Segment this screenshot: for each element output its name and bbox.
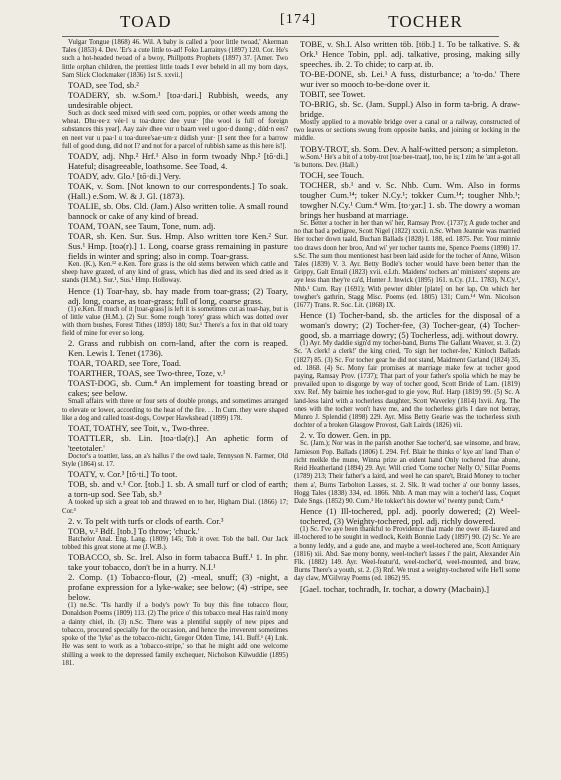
entry-paragraph: TOADERY, sb. w.Som.¹ [toə·dəri.] Rubbish, weeds, any undesirable object. <box>68 90 288 111</box>
entry-paragraph: TOBACCO, sb. Sc. Irel. Also in form tabacca Buff.¹ 1. In phr. take your tobacco, don't be in a hurry. N.I.¹ <box>68 552 288 573</box>
entry-paragraph: TOBY-TROT, sb. Som. Dev. A half-witted person; a simpleton. <box>300 143 519 154</box>
page-number: [174] <box>280 12 317 27</box>
citation-paragraph: Such as dock seed mixed with seed corn, poppies, or other weeds among the wheat. Dhu·ee·z vée·l u toa·durec dee yuur· [the wool is full of foreign substances this year]. Aay zaiv dhee vur u baarn veel u goo·d duong·, dúd·n ees? en neet vur u paa·l u toa·duree'sae·um·z dúdish yuur· [I sent thee for a barrow full of good dung, did not I? and not for a parcel of rubbish same as this here is!]. <box>62 110 288 150</box>
entry-paragraph: TOAT, TOATHY, see Toit, v., Two-three. <box>68 423 210 434</box>
running-header <box>62 12 499 36</box>
entry-paragraph: TO-BE-DONE, sb. Lei.¹ A fuss, disturbance; a 'to-do.' There wur iver so mooch to-be-done over it. <box>300 69 520 89</box>
entry-paragraph: TOATY, v. Cor.³ [tō·ti.] To toot. <box>68 469 178 480</box>
header-left-headword: TOAD <box>120 12 172 31</box>
entry-paragraph: TOARTHER, TOAS, see Two-three, Toze, v.¹ <box>68 368 226 379</box>
citation-paragraph: (1) ne.Sc. 'Tis hardly if a body's pow'r To buy this fine tobacco flour, Donaldson Poems (1809) 113. (2) The price o' this tobacco meal Has rain'd mony a dainty chiel, ib. (3) n.Sc. There was a plentiful supply of new pipes and tobacco, procured specially for the occasion, and hence the irreverent sometimes spoke of the 'lyke' as the tobacco-nicht, Gregor Olden Time, 141. Buff.¹ (4) Lnk. He was sent to work as a 'tobacco-stripe,' so that he might add one welcome shilling a week to the depressed family exchequer, Nicholson Kilwuddie (1895) 181. <box>62 602 288 667</box>
entry-paragraph: TOBE, v. Sh.I. Also written töb. [töb.] 1. To be talkative. S. & Ork.¹ Hence Tobin, ppl. adj. talkative, prosing, making silly speeches. ib. 2. To chide; to carp at. ib. <box>300 39 520 69</box>
header-rule <box>62 36 499 37</box>
citation-paragraph: Vulgar Tongue (1868) 46. Wil. A baby is called a 'poor little twoad,' Akerman Tales (1853) 4. Dev. 'Er's a cute little to-ad! Foko Larrainys (1897) 120. Cor. He's such a hot-headed twoad of a bwoy, Phillpotts Prophets (1897) 37. [Amer. Two little orphan children, the prettiest little toads I ever beheld in all my born days, Sam Slick Clockmaker (1836) 1st S. xxvii.] <box>62 39 288 79</box>
citation-paragraph: w.Som.¹ He's a bit of a toby-trot [toa·bee-traat], too, he is; I zim he 'ant a-got all 'is buttons. Dev. (Hall.) <box>294 153 520 169</box>
entry-paragraph: TOADY, adv. Glo.¹ [tō·di.] Very. <box>68 171 181 182</box>
entry-paragraph: TOADY, adj. Nhp.² Hrf.¹ Also in form twoady Nhp.² [tō·di.] Hateful; disagreeable, loathsome. See Toad, 4. <box>68 151 288 172</box>
left-column <box>62 39 288 668</box>
entry-paragraph: TOCH, see Touch. <box>300 170 365 181</box>
entry-paragraph: TOAR, TOARD, see Tore, Toad. <box>68 358 182 369</box>
entry-paragraph: TOAK, v. Som. [Not known to our correspondents.] To soak. (Hall.) e.Som. W. & J. Gl. (1873). <box>68 181 288 202</box>
entry-paragraph: TOAR, sb. Ken. Sur. Sus. Hmp. Also written tore Ken.² Sur. Sus.¹ Hmp. [toə(r).] 1. Long, coarse grass remaining in pasture fields in winter and spring; also in comp. Toar-grass. <box>68 231 288 262</box>
entry-paragraph: Hence (1) Tocher-band, sb. the articles for the disposal of a woman's dowry; (2) Tocher-fee, (3) Tocher-gear, (4) Tocher-good, sb. a marriage dowry; (5) Tocherless, adj. without dowry. <box>300 310 520 341</box>
entry-paragraph: TOAST-DOG, sb. Cum.⁴ An implement for toasting bread or cakes; see below. <box>68 378 288 399</box>
citation-paragraph: A tooked up sich a great tob and thrawed en to her, Higham Dial. (1866) 17; Cor.³ <box>62 499 288 515</box>
entry-paragraph: 2. v. To dower. Gen. in pp. <box>300 430 392 441</box>
citation-paragraph: Batchelor Anal. Eng. Lang. (1809) 145; Tob it over. Tob the ball. Our Jack tobbed this great stone at me (J.W.B.). <box>62 535 288 552</box>
entry-paragraph: TOATTLER, sb. Lin. [toə·tlə(r).] An aphetic form of 'teetotaler.' <box>68 433 288 454</box>
right-column <box>294 39 520 594</box>
citation-paragraph: Doctor's a toattler, lass, an a's hallus i' the owd taale, Tennyson N. Farmer, Old Style (1864) st. 17. <box>62 453 288 469</box>
entry-paragraph: TOAM, TOAN, see Taum, Tone, num. adj. <box>68 221 216 232</box>
citation-paragraph: (1) e.Ken. If much of it [toar-grass] is left it is sometimes cut as toar-hay, but is of little value (H.M.). (2) Sur. Some rough 'torey' grass which was dotted over with thorn bushes, Forest Tithes (1893) 180; Sur.¹ There's a fox in that old toary field of mine for ever so long. <box>62 305 288 338</box>
entry-paragraph: TOALIE, sb. Obs. Cld. (Jam.) Also written tolie. A small round bannock or cake of any kind of bread. <box>68 201 288 222</box>
header-right-headword: TOCHER <box>388 12 463 31</box>
entry-paragraph: TOCHER, sb.¹ and v. Sc. Nhb. Cum. Wm. Also in forms tougher Cum.¹⁴; toker N.Cy.¹; tokker Cum.¹⁴; tougher Nhb.¹; towgher N.Cy.¹ Cum.⁴ Wm. [to·χər.] 1. sb. The dowry a woman brings her husband at marriage. <box>300 180 520 221</box>
entry-paragraph: 2. Comp. (1) Tobacco-flour, (2) -meal, snuff; (3) -night, a profane expression for a lyke-wake; see below; (4) -stripe, see below. <box>68 572 288 603</box>
citation-paragraph: Sc. Better a tocher in her than wi' her, Ramsay Prov. (1737); A gude tocher and no that bad a pedigree, Scott Nigel (1822) xxxii. n.Sc. When Jeannie was married Her tocher down taald, Buchan Ballads (1828) I. 188, ed. 1875. Per. Your minnie too draws doon her broo, And wi' yer tocher taunts me, Spence Poems (1898) 17. s.Sc. The sum thou mentionest hast been laid aside for the tocher of Anne, Wilson Tales (1839) V. 3. Ayr. Betty Bodle's tocher would have been better than the Grippy, Galt Entail (1823) xvii. e.Lth. Maidens' tochers an' ministers' stepens are aye less than they're ca'd, Hunter J. Inwick (1895) 161. n.Cy. (J.L. 1783), N.Cy.¹, Nhb.¹ Cum. Ray (1691); With pewter dibler [plate] on her lap, On which her towgher's gathrin, Stagg Misc. Poems (ed. 1805) 131; Cum.¹⁴ Wm. Nicolson (1677) Trans. R. Soc. Lit. (1868) IX. <box>294 220 520 310</box>
entry-paragraph: TOBIT, see Towet. <box>300 89 366 99</box>
entry-paragraph: TOB, sb. and v.¹ Cor. [tob.] 1. sb. A small turf or clod of earth; a torn-up sod. See Tab, sb.³ <box>68 479 288 500</box>
entry-paragraph: TO-BRIG, sb. Sc. (Jam. Suppl.) Also in form ta-brig. A draw-bridge. <box>300 99 520 119</box>
entry-paragraph: TOAD, see Tod, sb.² <box>68 80 139 91</box>
entry-paragraph: [Gael. tochar, tochradh, Ir. tochar, a dowry (Macbain).] <box>300 583 490 594</box>
entry-paragraph: Hence (1) Ill-tochered, ppl. adj. poorly dowered; (2) Weel-tochered, (3) Weighty-tochered, ppl. adj. richly dowered. <box>300 506 520 527</box>
entry-paragraph: Hence (1) Toar-hay, sb. hay made from toar-grass; (2) Toary, adj. long, coarse, as toar-grass; full of long, coarse grass. <box>68 285 288 306</box>
citation-paragraph: Sc. (Jam.); Nor was in the parish another Sae tocher'd, sae winsome, and braw, Jamieson Pop. Ballads (1806) I. 294. Frf. Blair he thinks o' kye an' land Than o' richt meikle the mune, Winna prize an eident hand Only tochered frae abune, Reid Heatherland (1894) 29. Ayr. Will cried 'Come tocher Nelly O,' Sillar Poems (1789) 213; Their father's a laird, and weel he can spare't, Braid Money to tocher them a', Burns Tarbolton Lasses, st. 2. Slk. It wad tocher a' our bonny lasses, Hogg Tales (1838) 334, ed. 1866. Nhb. A man may win a tocher'd lass, Coquet Dale Sngs. (1852) 90. Cum.¹ He tokker't his dowter wi' twenty pund; Cum.⁴ <box>294 440 520 505</box>
citation-paragraph: Mostly applied to a movable bridge over a canal or a railway, constructed of two leaves or sections swung from opposite banks, and joining or locking in the middle. <box>294 119 520 143</box>
entry-paragraph: TOB, v.² Bdf. [tob.] To throw; 'chuck.' <box>68 525 200 536</box>
entry-paragraph: 2. Grass and rubbish on corn-land, after the corn is reaped. Ken. Lewis I. Tenet (1736). <box>68 338 288 359</box>
citation-paragraph: Small affairs with three or four sets of double prongs, and sometimes arranged to elevate or lower, according to the heat of the fire. . . In Cum. they were shaped like a dog and called toast-dogs, Cowper Hawkshead (1899) 178. <box>62 398 288 422</box>
citation-paragraph: Ken. (K.), Ken.¹² e.Ken. Tore grass is the old stems between which cattle and sheep have grazed, of any kind of grass, which has died and its seed dried as it stands (H.M.). Sur.¹, Sus.¹ Hmp. Holloway. <box>62 261 288 285</box>
citation-paragraph: (1) Ayr. My daddie sign'd my tocher-band, Burns The Gallant Weaver, st. 3. (2) Sc. 'A clerk! a clerk!' the king cried, 'To sign her tocher-fee,' Kinloch Ballads (1827) 85. (3) Sc. For tocher gear he did not stand, Maidment Garland (1824) 35, ed. 1868. (4) Sc. Mony fair promises at marriage make few at tocher good paying, Ramsay Prov. (1737); That part of your father's spolia which he may be prevailed upon to disgorge by way of tocher good, Scott Bride of Lam. (1819) xxv. Ref. My bairnie hes tocher-gud to gie yow, Ruf. Harp (1819) 99. (5) Sc. A land-less laird with a tocherless daughter, Scott Waverley (1814) lxvii. Arg. The ones with the tocher won't have me, and the tocherless girls I dare not betray, Munro J. Splendid (1898) 229. Ayr. Miss Betty Gearie was the tocherless sixth dochter of a broken Glasgow Provost, Galt Lairds (1826) vii. <box>294 340 520 430</box>
citation-paragraph: (1) Sc. I've aye been thankful to Providence that made me ower ill-faured and ill-tochered to be sought in wedlock, Keith Bonnie Lady (1897) 90. (2) Sc. Ye are a bonny leddy, and a gude ane, and maybe a weel-tochered ane, Scott Antiquary (1816) xii. Abd. Sae mony bonny, weel-tocher't lasses i' the pairt, Alexander Ain Flk. (1882) 149. Ayr. Weel-featur'd, weel-tocher'd, weel-mounted, and braw, Burns There's a youth, st. 2. (3) Rnf. We trust a weighty-tochered wife He'll some day claw, M'Gilvray Poems (ed. 1862) 95. <box>294 526 520 583</box>
entry-paragraph: 2. v. To pelt with turfs or clods of earth. Cor.³ <box>68 515 224 526</box>
